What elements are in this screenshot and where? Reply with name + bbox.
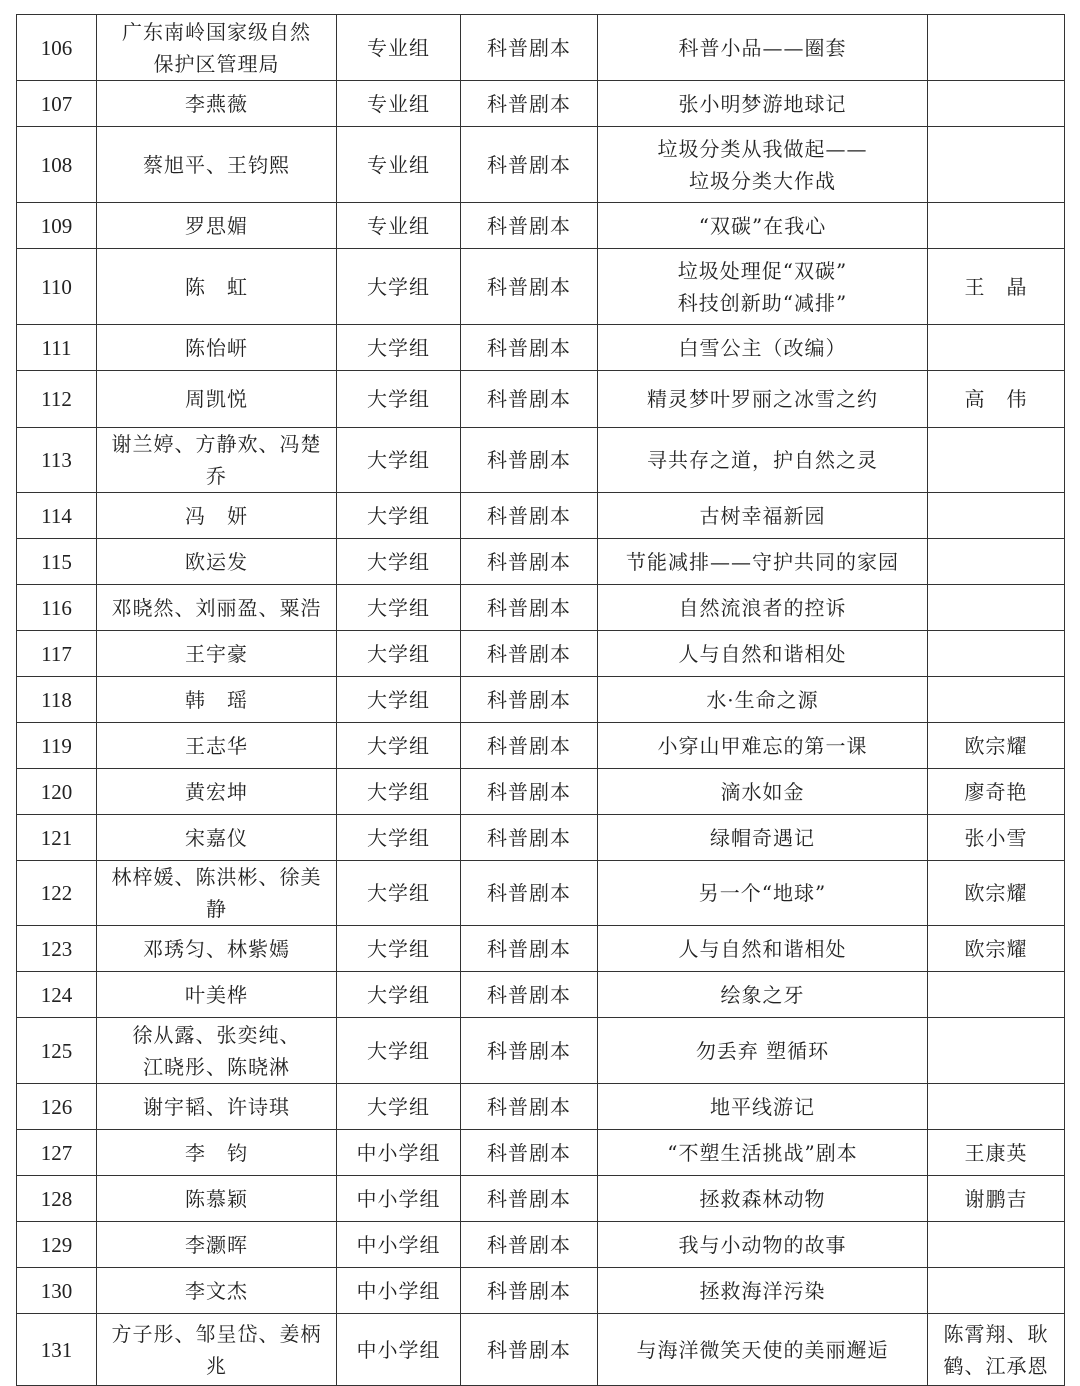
group-cell: 大学组 — [337, 585, 461, 631]
table-row — [17, 1176, 1065, 1222]
author-cell: 谢宇韬、许诗琪 — [97, 1084, 337, 1130]
table-row — [17, 631, 1065, 677]
category-cell: 科普剧本 — [461, 1084, 598, 1130]
category-cell: 科普剧本 — [461, 428, 598, 493]
advisor-cell — [928, 325, 1065, 371]
table-row — [17, 1268, 1065, 1314]
author-cell: 周凯悦 — [97, 371, 337, 428]
advisor-cell: 王 晶 — [928, 249, 1065, 325]
row-number: 115 — [17, 539, 97, 585]
author-cell: 陈怡岍 — [97, 325, 337, 371]
table-row — [17, 493, 1065, 539]
title-cell: 拯救森林动物 — [598, 1176, 928, 1222]
row-number: 114 — [17, 493, 97, 539]
group-cell: 大学组 — [337, 1084, 461, 1130]
category-cell: 科普剧本 — [461, 539, 598, 585]
advisor-cell — [928, 585, 1065, 631]
advisor-cell — [928, 127, 1065, 203]
table-row — [17, 677, 1065, 723]
category-cell: 科普剧本 — [461, 1130, 598, 1176]
row-number: 127 — [17, 1130, 97, 1176]
title-cell: 自然流浪者的控诉 — [598, 585, 928, 631]
author-cell: 邓琇匀、林紫嫣 — [97, 926, 337, 972]
table-row — [17, 428, 1065, 493]
table-row — [17, 1222, 1065, 1268]
author-cell: 李文杰 — [97, 1268, 337, 1314]
row-number: 118 — [17, 677, 97, 723]
category-cell: 科普剧本 — [461, 1314, 598, 1386]
group-cell: 大学组 — [337, 325, 461, 371]
author-cell: 方子彤、邹呈岱、姜柄兆 — [97, 1314, 337, 1386]
advisor-cell: 廖奇艳 — [928, 769, 1065, 815]
table-row — [17, 249, 1065, 325]
title-cell: 垃圾处理促“双碳” 科技创新助“减排” — [598, 249, 928, 325]
advisor-cell: 张小雪 — [928, 815, 1065, 861]
row-number: 109 — [17, 203, 97, 249]
title-cell: 人与自然和谐相处 — [598, 631, 928, 677]
group-cell: 专业组 — [337, 81, 461, 127]
row-number: 130 — [17, 1268, 97, 1314]
table-row — [17, 1084, 1065, 1130]
title-cell: 另一个“地球” — [598, 861, 928, 926]
author-cell: 王宇豪 — [97, 631, 337, 677]
row-number: 129 — [17, 1222, 97, 1268]
title-cell: 勿丢弃 塑循环 — [598, 1018, 928, 1084]
category-cell: 科普剧本 — [461, 861, 598, 926]
advisor-cell — [928, 631, 1065, 677]
author-cell: 陈慕颖 — [97, 1176, 337, 1222]
category-cell: 科普剧本 — [461, 926, 598, 972]
advisor-cell — [928, 81, 1065, 127]
title-cell: 水·生命之源 — [598, 677, 928, 723]
row-number: 128 — [17, 1176, 97, 1222]
row-number: 117 — [17, 631, 97, 677]
category-cell: 科普剧本 — [461, 815, 598, 861]
category-cell: 科普剧本 — [461, 249, 598, 325]
author-cell: 叶美桦 — [97, 972, 337, 1018]
advisor-cell: 欧宗耀 — [928, 723, 1065, 769]
category-cell: 科普剧本 — [461, 81, 598, 127]
title-cell: 古树幸福新园 — [598, 493, 928, 539]
title-cell: 滴水如金 — [598, 769, 928, 815]
category-cell: 科普剧本 — [461, 371, 598, 428]
category-cell: 科普剧本 — [461, 723, 598, 769]
author-cell: 李 钧 — [97, 1130, 337, 1176]
advisor-cell — [928, 1268, 1065, 1314]
author-cell: 谢兰婷、方静欢、冯楚乔 — [97, 428, 337, 493]
row-number: 119 — [17, 723, 97, 769]
row-number: 108 — [17, 127, 97, 203]
group-cell: 大学组 — [337, 493, 461, 539]
title-cell: 节能减排——守护共同的家园 — [598, 539, 928, 585]
category-cell: 科普剧本 — [461, 677, 598, 723]
category-cell: 科普剧本 — [461, 1268, 598, 1314]
group-cell: 大学组 — [337, 926, 461, 972]
category-cell: 科普剧本 — [461, 15, 598, 81]
group-cell: 中小学组 — [337, 1130, 461, 1176]
author-cell: 黄宏坤 — [97, 769, 337, 815]
table-row — [17, 723, 1065, 769]
author-cell: 蔡旭平、王钧熙 — [97, 127, 337, 203]
title-cell: “不塑生活挑战”剧本 — [598, 1130, 928, 1176]
advisor-cell: 欧宗耀 — [928, 926, 1065, 972]
title-cell: 垃圾分类从我做起—— 垃圾分类大作战 — [598, 127, 928, 203]
category-cell: 科普剧本 — [461, 325, 598, 371]
advisor-cell — [928, 15, 1065, 81]
table-row — [17, 203, 1065, 249]
advisor-cell — [928, 677, 1065, 723]
title-cell: 绘象之牙 — [598, 972, 928, 1018]
table-row — [17, 127, 1065, 203]
category-cell: 科普剧本 — [461, 1176, 598, 1222]
row-number: 121 — [17, 815, 97, 861]
title-cell: 精灵梦叶罗丽之冰雪之约 — [598, 371, 928, 428]
category-cell: 科普剧本 — [461, 972, 598, 1018]
group-cell: 大学组 — [337, 1018, 461, 1084]
group-cell: 大学组 — [337, 371, 461, 428]
advisor-cell — [928, 203, 1065, 249]
category-cell: 科普剧本 — [461, 203, 598, 249]
category-cell: 科普剧本 — [461, 1018, 598, 1084]
row-number: 111 — [17, 325, 97, 371]
row-number: 122 — [17, 861, 97, 926]
advisor-cell — [928, 1222, 1065, 1268]
title-cell: 我与小动物的故事 — [598, 1222, 928, 1268]
author-cell: 欧运发 — [97, 539, 337, 585]
author-cell: 邓晓然、刘丽盈、粟浩 — [97, 585, 337, 631]
table-row — [17, 926, 1065, 972]
title-cell: 地平线游记 — [598, 1084, 928, 1130]
group-cell: 专业组 — [337, 15, 461, 81]
group-cell: 中小学组 — [337, 1176, 461, 1222]
row-number: 126 — [17, 1084, 97, 1130]
group-cell: 大学组 — [337, 249, 461, 325]
author-cell: 宋嘉仪 — [97, 815, 337, 861]
group-cell: 大学组 — [337, 539, 461, 585]
title-cell: 张小明梦游地球记 — [598, 81, 928, 127]
group-cell: 大学组 — [337, 677, 461, 723]
advisor-cell: 欧宗耀 — [928, 861, 1065, 926]
table-row — [17, 371, 1065, 428]
advisor-cell — [928, 1018, 1065, 1084]
group-cell: 大学组 — [337, 861, 461, 926]
author-cell: 林梓媛、陈洪彬、徐美静 — [97, 861, 337, 926]
author-cell: 广东南岭国家级自然 保护区管理局 — [97, 15, 337, 81]
advisor-cell: 陈霄翔、耿 鹤、江承恩 — [928, 1314, 1065, 1386]
group-cell: 大学组 — [337, 972, 461, 1018]
author-cell: 韩 瑶 — [97, 677, 337, 723]
table-row — [17, 1018, 1065, 1084]
title-cell: 与海洋微笑天使的美丽邂逅 — [598, 1314, 928, 1386]
title-cell: 科普小品——圈套 — [598, 15, 928, 81]
advisor-cell — [928, 428, 1065, 493]
title-cell: 白雪公主（改编） — [598, 325, 928, 371]
advisor-cell: 王康英 — [928, 1130, 1065, 1176]
category-cell: 科普剧本 — [461, 127, 598, 203]
row-number: 116 — [17, 585, 97, 631]
group-cell: 大学组 — [337, 723, 461, 769]
author-cell: 王志华 — [97, 723, 337, 769]
row-number: 107 — [17, 81, 97, 127]
table-row — [17, 815, 1065, 861]
row-number: 113 — [17, 428, 97, 493]
author-cell: 冯 妍 — [97, 493, 337, 539]
group-cell: 专业组 — [337, 127, 461, 203]
author-cell: 陈 虹 — [97, 249, 337, 325]
row-number: 110 — [17, 249, 97, 325]
award-list-table — [16, 14, 1065, 1386]
table-row — [17, 1130, 1065, 1176]
advisor-cell — [928, 972, 1065, 1018]
category-cell: 科普剧本 — [461, 585, 598, 631]
table-row — [17, 585, 1065, 631]
title-cell: 寻共存之道，护自然之灵 — [598, 428, 928, 493]
table-body — [17, 15, 1065, 1386]
advisor-cell: 谢鹏吉 — [928, 1176, 1065, 1222]
author-cell: 李灏晖 — [97, 1222, 337, 1268]
row-number: 120 — [17, 769, 97, 815]
category-cell: 科普剧本 — [461, 769, 598, 815]
group-cell: 中小学组 — [337, 1222, 461, 1268]
group-cell: 专业组 — [337, 203, 461, 249]
author-cell: 徐从露、张奕纯、 江晓彤、陈晓淋 — [97, 1018, 337, 1084]
group-cell: 中小学组 — [337, 1314, 461, 1386]
row-number: 124 — [17, 972, 97, 1018]
category-cell: 科普剧本 — [461, 631, 598, 677]
category-cell: 科普剧本 — [461, 1222, 598, 1268]
group-cell: 中小学组 — [337, 1268, 461, 1314]
title-cell: 拯救海洋污染 — [598, 1268, 928, 1314]
row-number: 125 — [17, 1018, 97, 1084]
group-cell: 大学组 — [337, 428, 461, 493]
group-cell: 大学组 — [337, 815, 461, 861]
title-cell: 绿帽奇遇记 — [598, 815, 928, 861]
title-cell: “双碳”在我心 — [598, 203, 928, 249]
advisor-cell — [928, 493, 1065, 539]
row-number: 106 — [17, 15, 97, 81]
title-cell: 小穿山甲难忘的第一课 — [598, 723, 928, 769]
author-cell: 罗思媚 — [97, 203, 337, 249]
title-cell: 人与自然和谐相处 — [598, 926, 928, 972]
row-number: 123 — [17, 926, 97, 972]
advisor-cell — [928, 539, 1065, 585]
table-row — [17, 81, 1065, 127]
table-row — [17, 539, 1065, 585]
row-number: 131 — [17, 1314, 97, 1386]
table-row — [17, 972, 1065, 1018]
group-cell: 大学组 — [337, 769, 461, 815]
table-row — [17, 325, 1065, 371]
advisor-cell — [928, 1084, 1065, 1130]
group-cell: 大学组 — [337, 631, 461, 677]
author-cell: 李燕薇 — [97, 81, 337, 127]
table-row — [17, 769, 1065, 815]
table-row — [17, 861, 1065, 926]
category-cell: 科普剧本 — [461, 493, 598, 539]
row-number: 112 — [17, 371, 97, 428]
advisor-cell: 高 伟 — [928, 371, 1065, 428]
table-row — [17, 15, 1065, 81]
